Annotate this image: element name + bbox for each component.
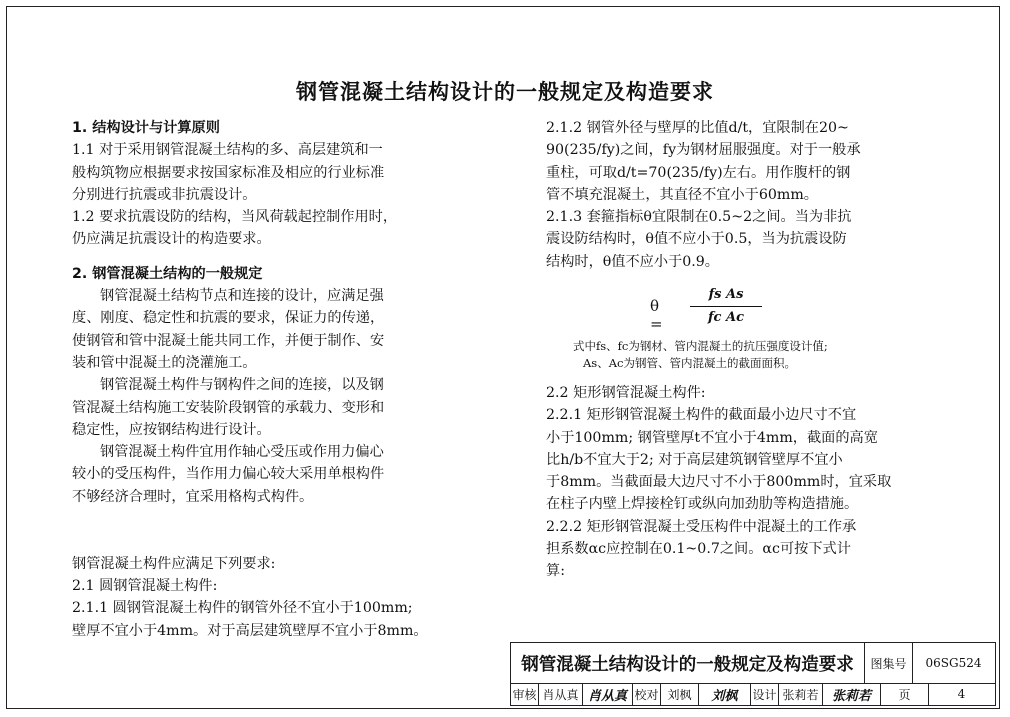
review-label: 审核 [511,683,539,705]
text-line: 2.1.3 套箍指标θ宜限制在0.5~2之间。当为非抗 [546,209,852,226]
title-block [510,642,996,706]
reviewer-signature: 肖从真 [583,683,633,705]
design-label: 设计 [751,683,779,705]
formula-note-line: As、Ac为钢管、管内混凝土的截面面积。 [583,356,796,370]
text-line: 度、刚度、稳定性和抗震的要求，保证力的传递， [72,310,385,327]
title-block-title: 钢管混凝土结构设计的一般规定及构造要求 [511,643,865,683]
section-heading: 1. 结构设计与计算原则 [72,120,220,136]
page-number: 4 [957,687,966,701]
text-line: 管不填充混凝土，其直径不宜小于60mm。 [546,186,818,203]
right-column-top [546,117,946,273]
checker-signature: 刘枫 [699,683,751,705]
text-line: 装和管中混凝土的浇灌施工。 [72,354,257,371]
text-line: 在柱子内壁上焊接栓钉或纵向加劲肋等构造措施。 [546,496,859,513]
text-line: 1.1 对于采用钢管混凝土结构的多、高层建筑和一 [72,142,383,159]
left-column [72,117,512,642]
formula-lhs: θ = [650,297,663,333]
text-line: 钢管混凝土构件应满足下列要求: [72,555,276,572]
text-line: 2.1 圆钢管混凝土构件: [72,577,218,594]
text-line: 比h/b不宜大于2; 对于高层建筑钢管壁厚不宜小 [546,451,843,468]
blank-line [72,508,512,530]
section-heading: 2. 钢管混凝土结构的一般规定 [72,265,263,282]
text-line: 2.1.2 钢管外径与壁厚的比值d/t，宜限制在20~ [546,120,849,136]
text-line: 1.2 要求抗震设防的结构，当风荷载起控制作用时， [72,209,398,226]
text-line: 钢管混凝土结构节点和连接的设计，应满足强 [100,288,384,305]
text-line: 2.2.2 矩形钢管混凝土受压构件中混凝土的工作承 [546,518,857,535]
formula-denominator: fc Ac [707,310,745,325]
text-line: 90(235/fy)之间，fy为钢材屈服强度。对于一般承 [546,142,861,159]
text-line: 小于100mm; 钢管壁厚t不宜小于4mm，截面的高宽 [546,429,878,446]
text-line: 担系数αc应控制在0.1~0.7之间。αc可按下式计 [546,541,851,558]
text-line: 壁厚不宜小于4mm。对于高层建筑壁厚不宜小于8mm。 [72,622,428,639]
text-line: 结构时，θ值不应小于0.9。 [546,253,719,270]
text-line: 稳定性，应按钢结构进行设计。 [72,421,271,438]
text-line: 2.2 矩形钢管混凝土构件: [546,385,706,401]
text-line: 不够经济合理时，宜采用格构式构件。 [72,488,314,505]
formula-fraction [690,285,762,328]
blank-line [72,530,512,552]
text-line: 2.2.1 矩形钢管混凝土构件的截面最小边尺寸不宜 [546,407,857,424]
text-line: 仍应满足抗震设计的构造要求。 [72,231,271,248]
text-line: 于8mm。当截面最大边尺寸不小于800mm时，宜采取 [546,474,892,491]
text-line: 分别进行抗震或非抗震设计。 [72,186,257,203]
text-line: 算: [546,563,565,580]
checker-name: 刘枫 [661,683,699,705]
formula-note-line: 式中fs、fc为钢材、管内混凝土的抗压强度设计值; [573,339,828,353]
designer-name: 张莉若 [779,683,823,705]
check-label: 校对 [633,683,661,705]
text-line: 较小的受压构件，当作用力偏心较大采用单根构件 [72,466,385,483]
atlas-number: 06SG524 [925,656,982,670]
reviewer-name: 肖从真 [539,683,583,705]
text-line: 管混凝土结构施工安装阶段钢管的承载力、变形和 [72,399,385,416]
fraction-bar [690,306,762,307]
text-line: 2.1.1 圆钢管混凝土构件的钢管外径不宜小于100mm; [72,600,413,617]
blank-line [72,251,512,263]
text-line: 钢管混凝土构件宜用作轴心受压或作用力偏心 [100,444,384,461]
atlas-label: 图集号 [865,643,913,683]
page-title: 钢管混凝土结构设计的一般规定及构造要求 [296,80,714,104]
text-line: 钢管混凝土构件与钢构件之间的连接，以及钢 [100,377,384,394]
text-line: 使钢管和管中混凝土能共同工作，并便于制作、安 [72,332,385,349]
right-column-bottom [546,382,946,583]
formula-numerator: fs As [708,287,744,302]
text-line: 重柱，可取d/t=70(235/fy)左右。用作腹杆的钢 [546,164,851,181]
text-line: 般构筑物应根据要求按国家标准及相应的行业标准 [72,164,385,181]
designer-signature: 张莉若 [823,683,881,705]
formula-note [573,338,828,372]
page-label: 页 [881,683,929,705]
text-line: 震设防结构时，θ值不应小于0.5，当为抗震设防 [546,231,847,248]
